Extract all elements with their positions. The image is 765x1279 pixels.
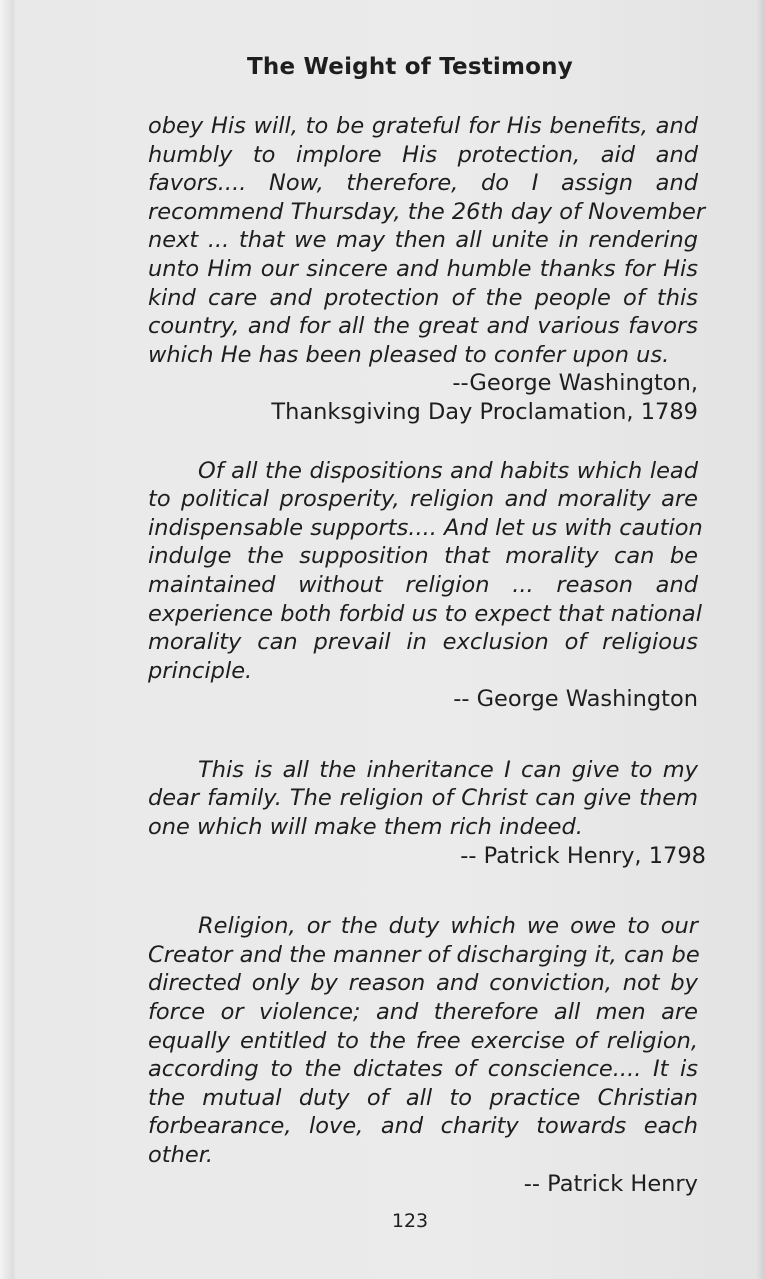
attribution-line: Thanksgiving Day Proclamation, 1789 [271,398,698,425]
quote-line: Creator and the manner of discharging it, can be [148,941,700,968]
quote-line: country, and for all the great and various favors [148,313,698,340]
attribution-line: --George Washington, [452,370,698,397]
quote-text [148,457,703,686]
quote-line: indispensable supports.... And let us with caution [148,514,703,541]
quote-attribution [148,685,698,714]
quote-line: forbearance, love, and charity towards each [148,1113,698,1140]
quote-line: the mutual duty of all to practice Christian [148,1084,698,1111]
quote-line: recommend Thursday, the 26th day of November [148,198,706,225]
page-gutter [0,0,14,1279]
quote-block-washington-proclamation [148,112,706,427]
quote-line: principle. [148,657,253,684]
quote-line: morality can prevail in exclusion of religious [148,629,698,656]
page-number: 123 [391,1210,429,1232]
quote-text [148,112,706,369]
quote-block-henry-religion [148,912,698,1198]
quote-block-henry-inheritance [148,756,706,870]
quote-line: force or violence; and therefore all men are [148,999,698,1026]
running-header: The Weight of Testimony [247,54,573,80]
attribution-line: -- Patrick Henry [523,1170,698,1197]
attribution-line: -- Patrick Henry, 1798 [460,842,706,869]
quote-line: kind care and protection of the people of this [148,284,698,311]
quote-line: other. [148,1142,214,1168]
quote-line: This is all the inheritance I can give to my [198,756,698,783]
quote-line: maintained without religion ... reason and [148,571,698,598]
quote-line: according to the dictates of conscience.... It is [148,1056,698,1083]
attribution-line: -- George Washington [453,686,698,713]
quote-attribution [148,369,698,426]
quote-line: unto Him our sincere and humble thanks for His [148,255,698,282]
page-edge [755,0,765,1279]
page-content [148,112,706,1198]
quote-line: humbly to implore His protection, aid and [148,141,698,168]
quote-line: equally entitled to the free exercise of religion, [148,1027,698,1054]
quote-line: directed only by reason and conviction, not by [148,970,698,997]
quote-line: Of all the dispositions and habits which lead [198,457,698,484]
quote-attribution [148,1170,698,1199]
quote-block-washington-morality [148,457,703,714]
quote-text [148,912,698,1169]
quote-line: favors.... Now, therefore, do I assign and [148,170,698,197]
quote-line: indulge the supposition that morality can be [148,543,698,570]
quote-attribution [148,842,706,871]
quote-line: dear family. The religion of Christ can give them [148,785,698,812]
quote-line: obey His will, to be grateful for His benefits, and [148,113,698,139]
quote-line: experience both forbid us to expect that national [148,600,702,627]
quote-line: Religion, or the duty which we owe to our [198,913,698,940]
quote-text [148,756,698,842]
quote-line: to political prosperity, religion and morality are [148,486,698,513]
quote-line: which He has been pleased to confer upon us. [148,341,670,368]
quote-line: one which will make them rich indeed. [148,814,583,841]
quote-line: next ... that we may then all unite in rendering [148,227,698,254]
